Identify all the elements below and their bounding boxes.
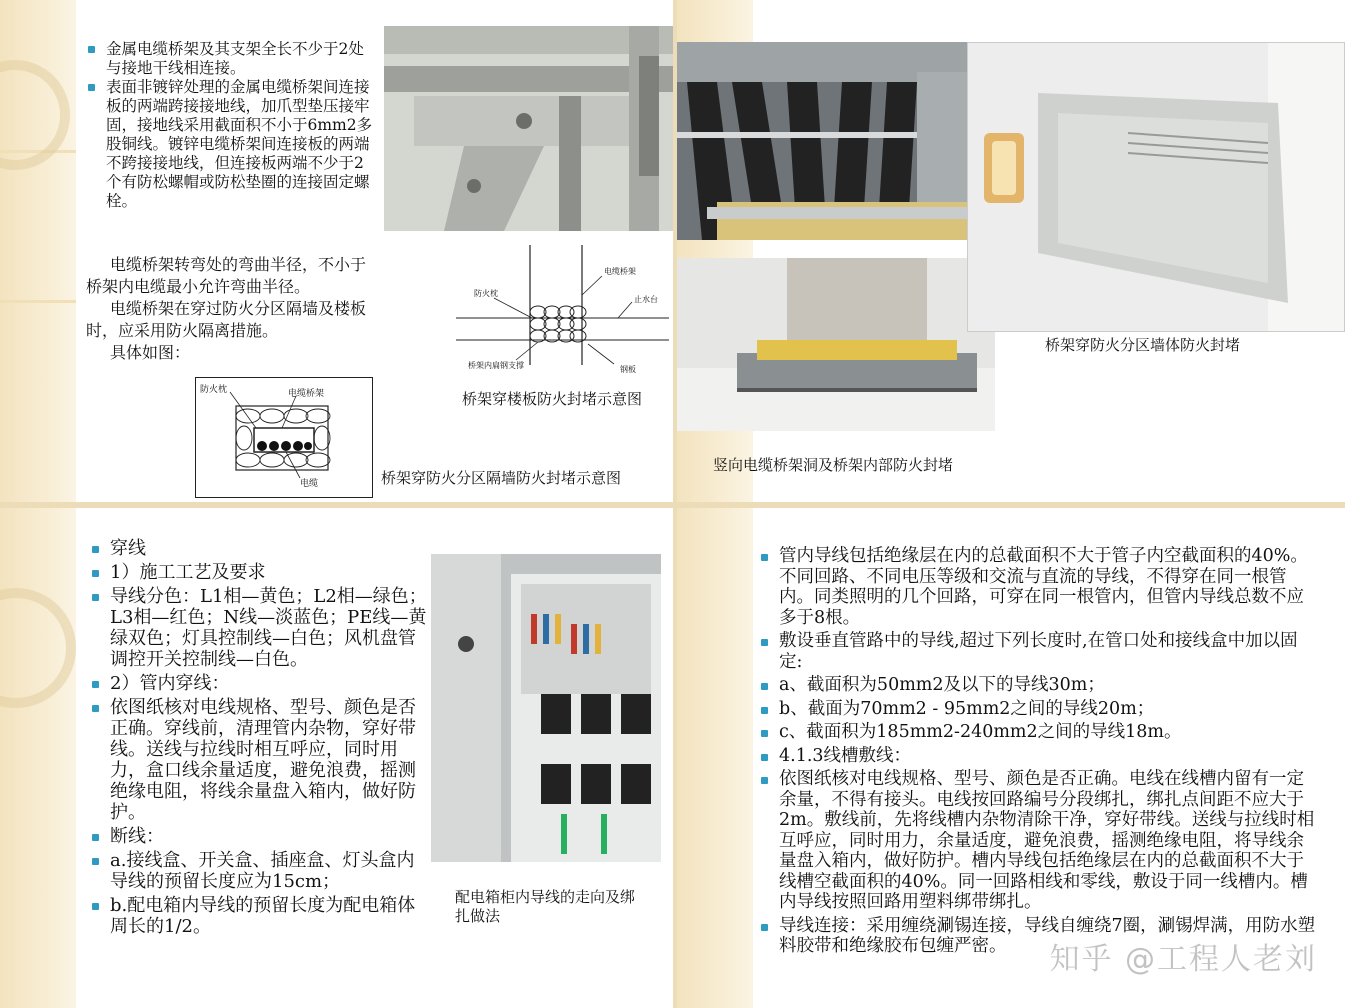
slide-decoration <box>0 508 76 1008</box>
slide-2 <box>677 0 1345 502</box>
label-steel-support: 桥架内扁钢支撑 <box>468 361 524 370</box>
caption-floor-diagram: 桥架穿楼板防火封堵示意图 <box>462 390 643 408</box>
bullet-item: c、截面积为185mm2-240mm2之间的导线18m。 <box>757 722 1317 743</box>
bullet-item: 导线分色：L1相—黄色；L2相—绿色；L3相—红色；N线—淡蓝色；PE线—黄绿双色；灯具控制线—白色；风机盘管调控开关控制线—白色。 <box>88 586 428 670</box>
photo-distribution-box <box>431 554 661 862</box>
label-fire-pillow: 防火枕 <box>474 289 498 298</box>
slide4-bullets <box>757 546 1317 960</box>
bullet-item: 断线： <box>88 826 428 847</box>
bullet-item: 表面非镀锌处理的金属电缆桥架间连接板的两端跨接接地线，加爪型垫压接牢固，接地线采用截面积不小于6mm2多股铜线。镀锌电缆桥架间连接板的两端不跨接接地线，但连接板两端不少于2个有防松螺帽或防松垫圈的连接固定螺栓。 <box>84 78 376 211</box>
photo-tray-bracket <box>384 26 673 231</box>
caption-distribution-box: 配电箱柜内导线的走向及绑扎做法 <box>455 888 636 925</box>
label-cable: 电缆 <box>300 479 319 489</box>
label-cable-tray: 电缆桥架 <box>288 389 325 399</box>
bullet-item: b.配电箱内导线的预留长度为配电箱体周长的1/2。 <box>88 895 428 937</box>
bullet-item: b、截面为70mm2 - 95mm2之间的导线20m； <box>757 699 1317 720</box>
slide-4 <box>677 508 1345 1008</box>
bullet-item: 1）施工工艺及要求 <box>88 562 428 583</box>
bullet-item: 依图纸核对电线规格、型号、颜色是否正确。穿线前，清理管内杂物，穿好带线。送线与拉线时相互呼应，同时用力，盒口线余量适度，避免浪费，摇测绝缘电阻，将线余量盘入箱内，做好防护。 <box>88 697 428 823</box>
paragraph: 电缆桥架在穿过防火分区隔墙及楼板时，应采用防火隔离措施。 <box>86 299 367 340</box>
caption-vertical-sealing: 竖向电缆桥架洞及桥架内部防火封堵 <box>713 456 954 474</box>
slide1-bullets <box>84 40 376 211</box>
slide-1 <box>0 0 673 502</box>
label-cable-tray: 电缆桥架 <box>604 267 636 276</box>
photo-vertical-sealing <box>677 258 995 431</box>
bullet-item: 4.1.3线槽敷线： <box>757 746 1317 767</box>
paragraph: 具体如图： <box>110 343 191 362</box>
bullet-item: a、截面积为50mm2及以下的导线30m； <box>757 675 1317 696</box>
photo-wall-sealing <box>967 42 1345 332</box>
label-water-stop: 止水台 <box>634 295 658 304</box>
bullet-item: 导线连接：采用缠绕涮锡连接，导线自缠绕7圈，涮锡焊满，用防水塑料胶带和绝缘胶布包缠严密。 <box>757 916 1317 957</box>
bullet-item: 金属电缆桥架及其支架全长不少于2处与接地干线相连接。 <box>84 40 376 78</box>
bullet-item: 敷设垂直管路中的导线,超过下列长度时,在管口处和接线盒中加以固定: <box>757 631 1317 672</box>
bullet-item: 穿线 <box>88 538 428 559</box>
caption-wall-diagram: 桥架穿防火分区隔墙防火封堵示意图 <box>381 469 622 487</box>
bullet-item: 2）管内穿线： <box>88 673 428 694</box>
bullet-item: a.接线盒、开关盒、插座盒、灯头盒内导线的预留长度应为15cm； <box>88 850 428 892</box>
slide-3 <box>0 508 673 1008</box>
photo-ceiling-trays <box>677 42 995 240</box>
diagram-floor-fireproof <box>454 240 673 380</box>
diagram-floor-svg <box>454 240 673 380</box>
paragraph: 电缆桥架转弯处的弯曲半径，不小于桥架内电缆最小允许弯曲半径。 <box>86 255 367 296</box>
diagram-wall-fireproof <box>195 377 373 498</box>
slide-decoration <box>677 508 753 1008</box>
caption-wall-sealing: 桥架穿防火分区墙体防火封堵 <box>1045 336 1241 354</box>
label-fire-pillow: 防火枕 <box>200 385 228 395</box>
bullet-item: 管内导线包括绝缘层在内的总截面积不大于管子内空截面积的40%。不同回路、不同电压等级和交流与直流的导线，不得穿在同一根管内。同类照明的几个回路，可穿在同一根管内，但管内导线总数不应多于8根。 <box>757 546 1317 628</box>
watermark: 知乎 @工程人老刘 <box>1049 942 1317 977</box>
label-steel-plate: 钢板 <box>620 365 636 374</box>
slide1-paragraphs <box>86 254 378 364</box>
bullet-item: 依图纸核对电线规格、型号、颜色是否正确。电线在线槽内留有一定余量，不得有接头。电线按回路编号分段绑扎，绑扎点间距不应大于2m。敷线前，先将线槽内杂物清除干净，穿好带线。送线与拉线时相互呼应，同时用力，余量适度，避免浪费，摇测绝缘电阻，将导线余量盘入箱内，做好防护。槽内导线包括绝缘层在内的总截面积不大于线槽空截面积的40%。同一回路相线和零线，敷设于同一线槽内。槽内导线按照回路用塑料绑带绑扎。 <box>757 769 1317 913</box>
slide3-bullets <box>88 538 428 940</box>
